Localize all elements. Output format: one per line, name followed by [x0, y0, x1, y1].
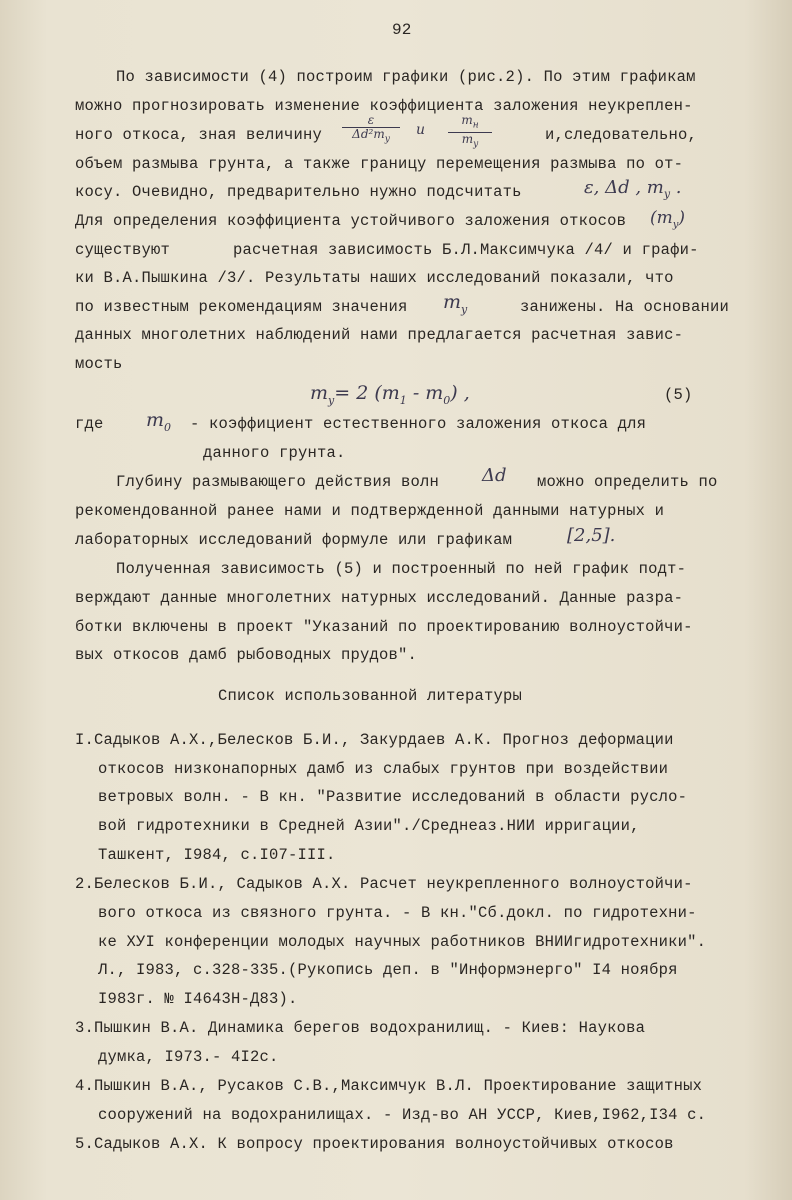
paragraph-3-line-3: ботки включены в проект "Указаний по проектированию волноустойчи- [75, 618, 693, 636]
paragraph-1-line-8: ки В.А.Пышкина /3/. Результаты наших исследований показали, что [75, 269, 674, 287]
fraction-epsilon: $\frac{\varepsilon}{\Delta d^2m_y}$ [342, 114, 400, 146]
paragraph-1-line-4: объем размыва грунта, а также границу перемещения размыва по от- [75, 155, 684, 173]
reference-2-line-2: вого откоса из связного грунта. - В кн."Сб.докл. по гидротехни- [98, 904, 697, 922]
reference-3-line-2: думка, I973.- 4I2с. [98, 1048, 279, 1066]
paragraph-1-line-2: можно прогнозировать изменение коэффициента заложения неукреплен- [75, 97, 693, 115]
paragraph-2-line-1b: можно определить по [537, 473, 718, 491]
reference-2-line-1: 2.Белесков Б.И., Садыков А.Х. Расчет неукрепленного волноустойчи- [75, 875, 693, 893]
where-definition: - коэффициент естественного заложения откоса для [190, 415, 647, 433]
paragraph-2-line-2: рекомендованной ранее нами и подтвержденной данными натурных и [75, 502, 665, 520]
paragraph-1-line-5a: косу. Очевидно, предварительно нужно подсчитать [75, 183, 522, 201]
paragraph-1-line-10: данных многолетних наблюдений нами предлагается расчетная завис- [75, 326, 684, 344]
paragraph-1-line-6a: Для определения коэффициента устойчивого заложения откосов [75, 212, 627, 230]
page-number: 92 [392, 21, 412, 39]
reference-3-line-1: 3.Пышкин В.А. Динамика берегов водохранилищ. - Киев: Наукова [75, 1019, 646, 1037]
reference-1-line-1: I.Садыков А.Х.,Белесков Б.И., Закурдаев А.К. Прогноз деформации [75, 731, 674, 749]
reference-4-line-1: 4.Пышкин В.А., Русаков С.В.,Максимчук В.Л. Проектирование защитных [75, 1077, 703, 1095]
reference-2-line-4: Л., I983, с.328-335.(Рукопись деп. в "Информэнерго" I4 ноября [98, 961, 678, 979]
handwritten-reference: [2,5]. [567, 525, 616, 546]
reference-5-line-1: 5.Садыков А.Х. К вопросу проектирования волноустойчивых откосов [75, 1135, 674, 1153]
handwritten-variables: ε, Δd , $m_y$ . [584, 177, 682, 201]
paragraph-2-line-1a: Глубину размывающего действия волн [116, 473, 440, 491]
where-definition-line-2: данного грунта. [203, 444, 346, 462]
reference-1-line-3: ветровых волн. - В кн. "Развитие исследований в области руслo- [98, 788, 688, 806]
paragraph-1-line-3b: и,следовательно, [545, 126, 698, 144]
reference-2-line-3: ке XУI конференции молодых научных работников ВНИИгидротехники". [98, 933, 707, 951]
handwritten-m0: $m_0$ [146, 409, 172, 434]
paragraph-1-line-7a: существуют [75, 241, 171, 259]
reference-2-line-5: I983г. № I4643Н-Д83). [98, 990, 298, 1008]
handwritten-my-paren: $(m_y)$ [650, 208, 686, 231]
paragraph-1-line-7b: расчетная зависимость Б.Л.Максимчука /4/ и графи- [233, 241, 699, 259]
handwritten-delta-d: Δd [482, 465, 507, 486]
where-word: где [75, 415, 104, 433]
reference-1-line-4: вой гидротехники в Средней Азии"./Среднеаз.НИИ ирригации, [98, 817, 640, 835]
reference-1-line-2: откосов низконапорных дамб из слабых грунтов при воздействии [98, 760, 669, 778]
reference-4-line-2: сооружений на водохранилищах. - Изд-во АН УССР, Киев,I962,I34 с. [98, 1106, 707, 1124]
paragraph-3-line-4: вых откосов дамб рыбоводных прудов". [75, 646, 418, 664]
paragraph-1-line-3a: ного откоса, зная величину [75, 126, 323, 144]
handwritten-my: $m_y$ [443, 291, 468, 316]
conjunction-and: и [416, 122, 426, 138]
paragraph-1-line-1: По зависимости (4) построим графики (рис.2). По этим графикам [116, 68, 696, 86]
paragraph-1-line-9b-text: занижены. На основании [520, 298, 730, 316]
equation-number: (5) [664, 386, 693, 404]
reference-1-line-5: Ташкент, I984, с.I07-III. [98, 846, 336, 864]
paragraph-3-line-1: Полученная зависимость (5) и построенный по ней график подт- [116, 560, 687, 578]
fraction-m-ratio: $m_н$ $m_y$ [448, 114, 492, 152]
paragraph-1-line-11: мость [75, 355, 123, 373]
paragraph-2-line-3: лабораторных исследований формуле или графикам [75, 531, 513, 549]
bibliography-heading: Список использованной литературы [218, 687, 523, 705]
paragraph-1-line-9a: по известным рекомендациям значения [75, 298, 408, 316]
paragraph-3-line-2: верждают данные многолетних натурных исследований. Данные разра- [75, 589, 684, 607]
formula-5: $m_y= 2$ $(m_1 - m_0)$ , [310, 382, 470, 407]
